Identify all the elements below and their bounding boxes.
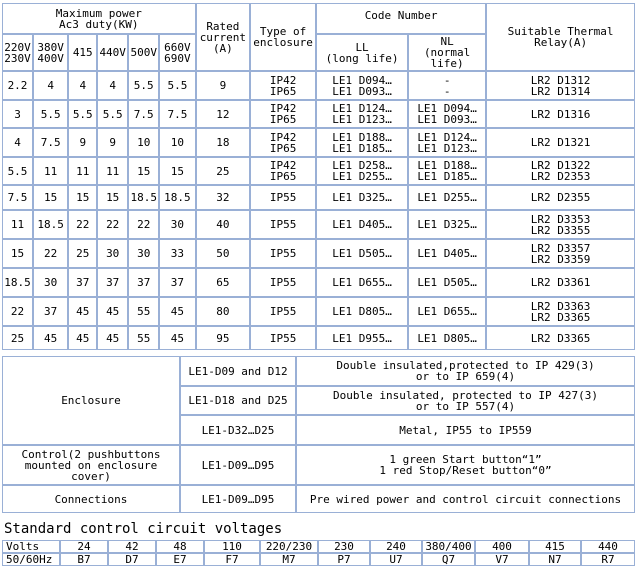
enclosure-cell: IP55 — [250, 210, 316, 239]
power-cell: 4 — [97, 71, 128, 100]
power-cell: 45 — [97, 326, 128, 350]
ll-code-cell: LE1 D124… LE1 D123… — [316, 100, 408, 128]
power-cell: 4 — [2, 128, 33, 157]
power-cell: 5.5 — [2, 157, 33, 185]
nl-code-cell: LE1 D094… LE1 D093… — [408, 100, 486, 128]
enclosure-desc: Metal, IP55 to IP559 — [296, 415, 635, 445]
current-cell: 80 — [196, 297, 251, 326]
table-row — [2, 185, 635, 210]
power-cell: 22 — [128, 210, 159, 239]
enclosure-cell: IP42 IP65 — [250, 100, 316, 128]
ll-code-cell: LE1 D805… — [316, 297, 408, 326]
code-cell: F7 — [204, 553, 260, 566]
voltage-header: 500V — [128, 34, 159, 71]
power-cell: 4 — [68, 71, 97, 100]
volts-cell: 240 — [370, 540, 422, 553]
power-cell: 5.5 — [97, 100, 128, 128]
enclosure-cell: IP42 IP65 — [250, 71, 316, 100]
volts-cell: 48 — [156, 540, 204, 553]
control-model: LE1-D09…D95 — [180, 445, 296, 485]
nl-code-cell: LE1 D255… — [408, 185, 486, 210]
table-row — [2, 157, 635, 185]
code-cell: D7 — [108, 553, 156, 566]
specification-table — [2, 356, 635, 513]
power-cell: 18.5 — [2, 268, 33, 297]
power-cell: 9 — [68, 128, 97, 157]
power-cell: 55 — [128, 297, 159, 326]
nl-code-cell: LE1 D805… — [408, 326, 486, 350]
enclosure-model: LE1-D09 and D12 — [180, 356, 296, 386]
power-cell: 18.5 — [159, 185, 195, 210]
relay-cell: LR2 D1316 — [486, 100, 635, 128]
power-cell: 30 — [97, 239, 128, 268]
power-cell: 3 — [2, 100, 33, 128]
enclosure-cell: IP55 — [250, 326, 316, 350]
power-cell: 22 — [68, 210, 97, 239]
current-cell: 18 — [196, 128, 251, 157]
relay-cell: LR2 D3365 — [486, 326, 635, 350]
connections-desc: Pre wired power and control circuit connections — [296, 485, 635, 513]
enclosure-cell: IP55 — [250, 185, 316, 210]
power-cell: 11 — [33, 157, 68, 185]
power-cell: 11 — [68, 157, 97, 185]
volts-cell: 400 — [475, 540, 529, 553]
power-cell: 30 — [128, 239, 159, 268]
relay-header: Suitable Thermal Relay(A) — [486, 3, 635, 71]
volts-cell: 24 — [60, 540, 108, 553]
power-cell: 37 — [159, 268, 195, 297]
table-row — [2, 100, 635, 128]
enclosure-cell: IP42 IP65 — [250, 157, 316, 185]
ll-code-cell: LE1 D258… LE1 D255… — [316, 157, 408, 185]
current-cell: 32 — [196, 185, 251, 210]
ll-code-cell: LE1 D505… — [316, 239, 408, 268]
power-cell: 15 — [33, 185, 68, 210]
control-desc: 1 green Start button“1” 1 red Stop/Reset button“0” — [296, 445, 635, 485]
code-cell: V7 — [475, 553, 529, 566]
enclosure-desc: Double insulated, protected to IP 427(3) or to IP 557(4) — [296, 386, 635, 415]
power-cell: 18.5 — [33, 210, 68, 239]
power-cell: 25 — [68, 239, 97, 268]
volts-cell: 42 — [108, 540, 156, 553]
table-row — [2, 297, 635, 326]
contactor-table — [2, 3, 635, 350]
relay-cell: LR2 D1322 LR2 D2353 — [486, 157, 635, 185]
power-cell: 11 — [97, 157, 128, 185]
control-label: Control(2 pushbuttons mounted on enclosure cover) — [2, 445, 180, 485]
relay-cell: LR2 D3353 LR2 D3355 — [486, 210, 635, 239]
power-cell: 7.5 — [159, 100, 195, 128]
power-cell: 55 — [128, 326, 159, 350]
ll-code-cell: LE1 D655… — [316, 268, 408, 297]
max-power-header: Maximum power Ac3 duty(KW) — [2, 3, 196, 34]
enclosure-model: LE1-D18 and D25 — [180, 386, 296, 415]
volts-cell: 380/400 — [422, 540, 475, 553]
nl-code-cell: LE1 D505… — [408, 268, 486, 297]
power-cell: 25 — [2, 326, 33, 350]
current-cell: 50 — [196, 239, 251, 268]
rated-current-header: Rated current (A) — [196, 3, 251, 71]
ll-code-cell: LE1 D405… — [316, 210, 408, 239]
enclosure-cell: IP42 IP65 — [250, 128, 316, 157]
nl-code-cell: LE1 D124… LE1 D123… — [408, 128, 486, 157]
table-row — [2, 239, 635, 268]
power-cell: 15 — [159, 157, 195, 185]
table-row — [2, 71, 635, 100]
current-cell: 95 — [196, 326, 251, 350]
power-cell: 5.5 — [128, 71, 159, 100]
current-cell: 25 — [196, 157, 251, 185]
power-cell: 37 — [68, 268, 97, 297]
relay-cell: LR2 D2355 — [486, 185, 635, 210]
voltage-header: 660V 690V — [159, 34, 195, 71]
volts-cell: 230 — [318, 540, 370, 553]
power-cell: 45 — [159, 297, 195, 326]
volts-cell: 220/230 — [260, 540, 318, 553]
volts-cell: 110 — [204, 540, 260, 553]
nl-code-cell: LE1 D405… — [408, 239, 486, 268]
power-cell: 45 — [68, 326, 97, 350]
power-cell: 45 — [68, 297, 97, 326]
enclosure-label: Enclosure — [2, 356, 180, 445]
table-row — [2, 210, 635, 239]
control-voltage-table — [2, 540, 635, 566]
volts-label: Volts — [2, 540, 60, 553]
current-cell: 12 — [196, 100, 251, 128]
power-cell: 10 — [128, 128, 159, 157]
code-cell: N7 — [529, 553, 581, 566]
nl-code-cell: - - — [408, 71, 486, 100]
enclosure-cell: IP55 — [250, 268, 316, 297]
power-cell: 30 — [33, 268, 68, 297]
hz-label: 50/60Hz — [2, 553, 60, 566]
nl-code-cell: LE1 D188… LE1 D185… — [408, 157, 486, 185]
ll-code-cell: LE1 D188… LE1 D185… — [316, 128, 408, 157]
voltage-header: 220V 230V — [2, 34, 33, 71]
code-cell: Q7 — [422, 553, 475, 566]
power-cell: 37 — [33, 297, 68, 326]
volts-cell: 440 — [581, 540, 635, 553]
code-number-header: Code Number — [316, 3, 486, 34]
power-cell: 33 — [159, 239, 195, 268]
long-life-header: LL (long life) — [316, 34, 408, 71]
ll-code-cell: LE1 D325… — [316, 185, 408, 210]
power-cell: 7.5 — [33, 128, 68, 157]
code-cell: P7 — [318, 553, 370, 566]
power-cell: 37 — [97, 268, 128, 297]
power-cell: 2.2 — [2, 71, 33, 100]
power-cell: 5.5 — [33, 100, 68, 128]
power-cell: 22 — [97, 210, 128, 239]
connections-model: LE1-D09…D95 — [180, 485, 296, 513]
connections-label: Connections — [2, 485, 180, 513]
nl-code-cell: LE1 D325… — [408, 210, 486, 239]
current-cell: 65 — [196, 268, 251, 297]
voltage-header: 440V — [97, 34, 128, 71]
power-cell: 30 — [159, 210, 195, 239]
normal-life-header: NL (normal life) — [408, 34, 486, 71]
table-row — [2, 268, 635, 297]
voltage-header: 380V 400V — [33, 34, 68, 71]
power-cell: 10 — [159, 128, 195, 157]
power-cell: 18.5 — [128, 185, 159, 210]
power-cell: 5.5 — [159, 71, 195, 100]
enclosure-cell: IP55 — [250, 239, 316, 268]
code-cell: U7 — [370, 553, 422, 566]
relay-cell: LR2 D3363 LR2 D3365 — [486, 297, 635, 326]
table-row — [2, 128, 635, 157]
relay-cell: LR2 D1312 LR2 D1314 — [486, 71, 635, 100]
power-cell: 9 — [97, 128, 128, 157]
code-cell: R7 — [581, 553, 635, 566]
power-cell: 7.5 — [128, 100, 159, 128]
enclosure-model: LE1-D32…D25 — [180, 415, 296, 445]
volts-cell: 415 — [529, 540, 581, 553]
relay-cell: LR2 D3361 — [486, 268, 635, 297]
power-cell: 45 — [159, 326, 195, 350]
power-cell: 15 — [128, 157, 159, 185]
enclosure-type-header: Type of enclosure — [250, 3, 316, 71]
power-cell: 7.5 — [2, 185, 33, 210]
ll-code-cell: LE1 D955… — [316, 326, 408, 350]
enclosure-cell: IP55 — [250, 297, 316, 326]
current-cell: 40 — [196, 210, 251, 239]
power-cell: 15 — [97, 185, 128, 210]
power-cell: 37 — [128, 268, 159, 297]
voltage-table-caption: Standard control circuit voltages — [4, 521, 283, 537]
power-cell: 15 — [2, 239, 33, 268]
table-row — [2, 326, 635, 350]
code-cell: M7 — [260, 553, 318, 566]
power-cell: 45 — [97, 297, 128, 326]
code-cell: E7 — [156, 553, 204, 566]
voltage-header: 415 — [68, 34, 97, 71]
power-cell: 15 — [68, 185, 97, 210]
enclosure-desc: Double insulated,protected to IP 429(3) or to IP 659(4) — [296, 356, 635, 386]
power-cell: 22 — [33, 239, 68, 268]
nl-code-cell: LE1 D655… — [408, 297, 486, 326]
relay-cell: LR2 D3357 LR2 D3359 — [486, 239, 635, 268]
power-cell: 5.5 — [68, 100, 97, 128]
relay-cell: LR2 D1321 — [486, 128, 635, 157]
power-cell: 22 — [2, 297, 33, 326]
ll-code-cell: LE1 D094… LE1 D093… — [316, 71, 408, 100]
code-cell: B7 — [60, 553, 108, 566]
current-cell: 9 — [196, 71, 251, 100]
power-cell: 45 — [33, 326, 68, 350]
power-cell: 11 — [2, 210, 33, 239]
power-cell: 4 — [33, 71, 68, 100]
